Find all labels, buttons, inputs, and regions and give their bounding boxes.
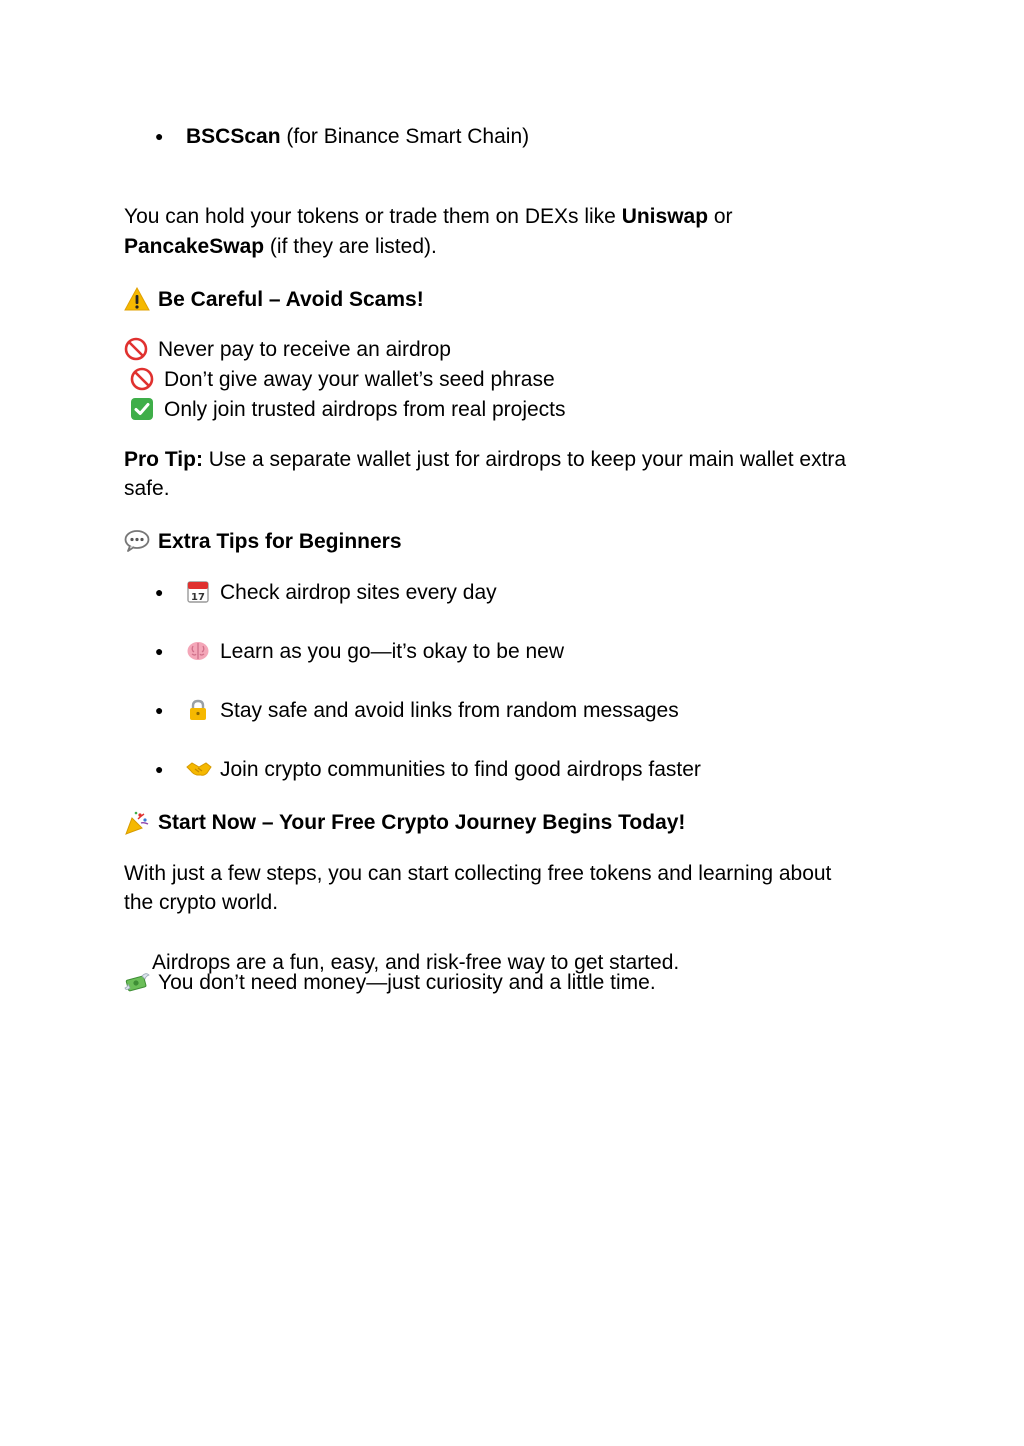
- paragraph-hold-line1: [124, 202, 733, 232]
- bullet-dot: ●: [155, 128, 164, 144]
- rule-text: Only join trusted airdrops from real projects: [164, 398, 566, 421]
- rule-text: Don’t give away your wallet’s seed phrase: [164, 368, 555, 391]
- section-heading: Start Now – Your Free Crypto Journey Begins Today!: [158, 811, 686, 834]
- tip-text: Join crypto communities to find good airdrops faster: [220, 758, 701, 781]
- rule-item: [124, 335, 451, 365]
- final-text: You don’t need money—just curiosity and a little time.: [158, 971, 656, 994]
- closing-line1: [124, 859, 831, 889]
- bscscan-description: (for Binance Smart Chain): [280, 125, 530, 148]
- bscscan-label: BSCScan: [186, 125, 281, 148]
- final-line: [124, 968, 656, 998]
- lock-icon: [186, 698, 212, 720]
- paragraph-text: the crypto world.: [124, 891, 279, 914]
- list-item: [155, 578, 497, 608]
- prohibited-icon: [130, 367, 156, 389]
- check-mark-icon: [130, 397, 156, 419]
- pro-tip-label: Pro Tip:: [124, 448, 203, 471]
- tip-text: Check airdrop sites every day: [220, 581, 497, 604]
- party-popper-icon: [124, 810, 150, 832]
- rule-item: [130, 395, 566, 425]
- paragraph-text: or: [708, 205, 733, 228]
- list-item: [155, 637, 564, 667]
- brain-icon: [186, 639, 212, 661]
- list-item: [155, 755, 701, 785]
- bullet-dot: ●: [155, 643, 164, 659]
- paragraph-text: (if they are listed).: [264, 235, 437, 258]
- pro-tip-line2: [124, 474, 170, 504]
- paragraph-text: You can hold your tokens or trade them on DEXs like: [124, 205, 622, 228]
- bullet-dot: ●: [155, 584, 164, 600]
- pancakeswap-label: PancakeSwap: [124, 235, 265, 258]
- speech-bubble-icon: [124, 529, 150, 551]
- bullet-dot: ●: [155, 702, 164, 718]
- handshake-icon: [186, 757, 212, 779]
- list-item: [155, 122, 529, 152]
- pro-tip-text: safe.: [124, 477, 170, 500]
- rule-item: [130, 365, 555, 395]
- paragraph-text: Airdrops are a fun, easy, and risk-free way to get started.: [147, 950, 680, 974]
- pro-tip-text: Use a separate wallet just for airdrops to keep your main wallet extra: [202, 448, 847, 471]
- careful-heading: [124, 285, 424, 315]
- list-item: [155, 696, 679, 726]
- extra-tips-heading: [124, 527, 402, 557]
- prohibited-icon: [124, 337, 150, 359]
- svg-text:17: 17: [191, 592, 205, 603]
- paragraph-hold-line2: [124, 232, 437, 262]
- pro-tip-line1: [124, 445, 846, 475]
- bullet-dot: ●: [155, 761, 164, 777]
- tip-text: Stay safe and avoid links from random messages: [220, 699, 679, 722]
- closing-line2: [124, 888, 278, 918]
- start-now-heading: [124, 808, 685, 838]
- tip-text: Learn as you go—it’s okay to be new: [220, 640, 564, 663]
- calendar-icon: [186, 580, 212, 602]
- section-heading: Be Careful – Avoid Scams!: [158, 288, 424, 311]
- rule-text: Never pay to receive an airdrop: [158, 338, 451, 361]
- uniswap-label: Uniswap: [621, 205, 709, 228]
- paragraph-text: With just a few steps, you can start collecting free tokens and learning about: [124, 862, 832, 885]
- section-heading: Extra Tips for Beginners: [158, 530, 402, 553]
- money-with-wings-icon: [124, 970, 150, 992]
- warning-icon: [124, 287, 150, 309]
